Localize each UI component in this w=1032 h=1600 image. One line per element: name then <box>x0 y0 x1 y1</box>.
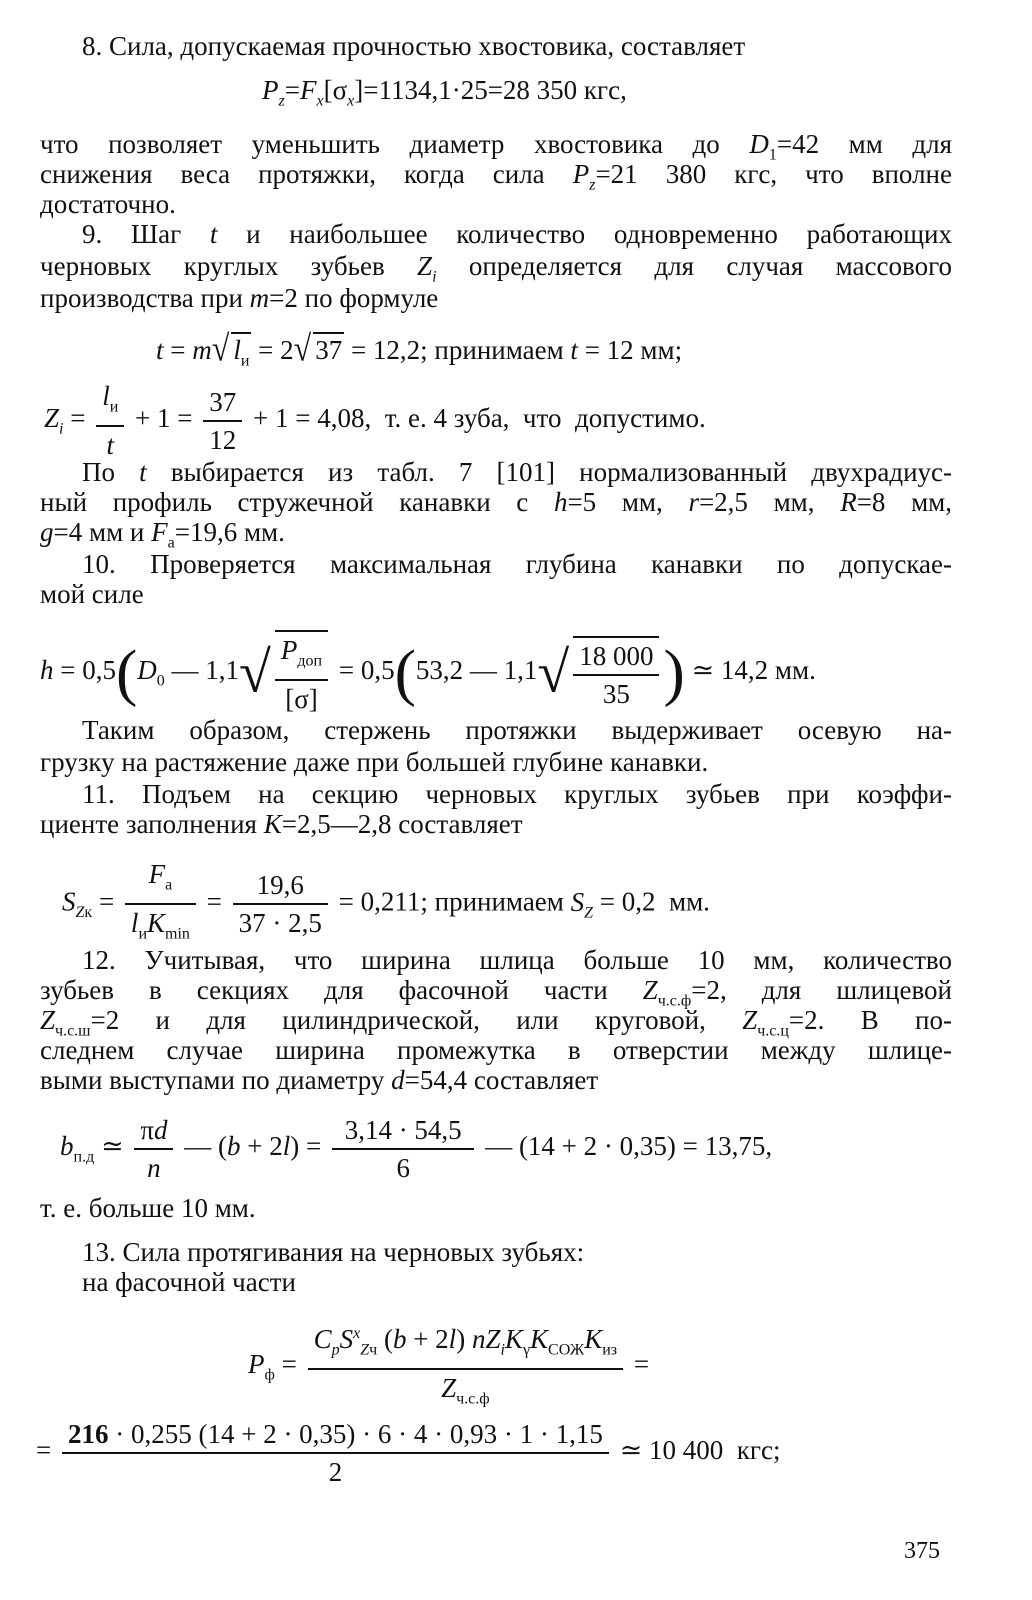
equation-8: $P_z=F_x[\sigma_x]=1134,1\cdot 25=28$ 350 кгс, <box>262 75 627 110</box>
equation-9a: t = m√ $l_и = 2√$ 37 = 12,2; принимаем t = 12 мм; <box>156 332 682 377</box>
paragraph-12-line-4: следнем случае ширина промежутка в отверстии между шлице- <box>40 1035 952 1065</box>
paragraph-10-line-4: грузку на растяжение даже при большей глубине канавки. <box>40 747 709 777</box>
equation-13a: $P_ф$ = $\frac{C_pS^x_{Zч} (b + 2l) nZ_iK_\gamma K_{СОЖ}K_{из}}{Z_{ч.с.ф}}$ = <box>248 1318 649 1416</box>
equation-12: $b_{п.д}$ ≃ $\frac{\pi d}{n}$ — (b + 2l) = $\frac{3,14 \cdot 54,5}{6}$ — (14 + 2 · 0,35) = 13,75, <box>60 1115 773 1183</box>
paragraph-12-line-3: $Z_{ч.с.ш}=2$ и для цилиндрической, или круговой, $Z_{ч.с.ц}=2$. В по- <box>40 1005 952 1040</box>
paragraph-11-line-2: циенте заполнения K=2,5—2,8 составляет <box>40 809 523 839</box>
equation-9b: $Z_i$ = $\frac{l_и}{t}$ + 1 = $\frac{37}{12}$ + 1 = 4,08, т. е. 4 зуба, что допустимо. <box>44 381 706 461</box>
paragraph-8-line-4: достаточно. <box>40 189 176 219</box>
equation-11: $S_{Zк}$ = $\frac{F_a}{l_иK_{min}}$ = $\frac{19,6}{37 \cdot 2,5}$ = 0,211; принимаем $S_Z = 0,2$ мм. <box>62 859 710 943</box>
paragraph-10-line-2: мой силе <box>40 579 144 609</box>
paragraph-9-line-6: g=4 мм и $F_a=19,6$ мм. <box>40 517 285 552</box>
paragraph-9-line-4: По t выбирается из табл. 7 [101] нормализованный двухрадиус- <box>82 457 952 487</box>
paragraph-13-line-2: на фасочной части <box>82 1267 296 1297</box>
paragraph-8-line-3: снижения веса протяжки, когда сила $P_z=21$ 380 кгс, что вполне <box>40 159 952 194</box>
paragraph-11-line-1: 11. Подъем на секцию черновых круглых зубьев при коэффи- <box>82 779 952 809</box>
paragraph-10-line-3: Таким образом, стержень протяжки выдерживает осевую на- <box>82 715 952 745</box>
equation-13b: = $\frac{216 \cdot 0,255 (14 + 2 \cdot 0,35) \cdot 6 \cdot 4 \cdot 0,93 \cdot 1 \cdot 1,15}{2}$ ≃ 10 400 кгс; <box>36 1419 781 1487</box>
paragraph-9-line-5: ный профиль стружечной канавки с h=5 мм, r=2,5 мм, R=8 мм, <box>40 487 952 517</box>
paragraph-9-line-2: черновых круглых зубьев $Z_i$ определяется для случая массового <box>40 251 952 286</box>
paragraph-13-line-1: 13. Сила протягивания на черновых зубьях: <box>82 1237 585 1267</box>
paragraph-9-line-3: производства при m=2 по формуле <box>40 283 439 313</box>
paragraph-12-line-2: зубьев в секциях для фасочной части $Z_{ч.с.ф}=2$, для шлицевой <box>40 975 952 1010</box>
paragraph-9-line-1: 9. Шаг t и наибольшее количество одновременно работающих <box>82 219 953 249</box>
paragraph-10-line-1: 10. Проверяется максимальная глубина канавки по допускае- <box>82 549 952 579</box>
paragraph-12-line-6: т. е. больше 10 мм. <box>40 1193 256 1223</box>
page-number: 375 <box>904 1538 940 1564</box>
paragraph-12-line-5: выми выступами по диаметру d=54,4 составляет <box>40 1065 599 1095</box>
equation-10: $h = 0,5(D_0$ — 1,1√ $\frac{P_{доп}}{[\sigma]}$ = 0,5(53,2 — 1,1√ $\frac{18 000}{35}$ ) ≃ 14,2 мм. <box>40 630 816 715</box>
paragraph-8-line-2: что позволяет уменьшить диаметр хвостовика до $D_1=42$ мм для <box>40 129 953 164</box>
paragraph-8-line-1: 8. Сила, допускаемая прочностью хвостовика, составляет <box>82 31 746 61</box>
paragraph-12-line-1: 12. Учитывая, что ширина шлица больше 10 мм, количество <box>82 945 952 975</box>
